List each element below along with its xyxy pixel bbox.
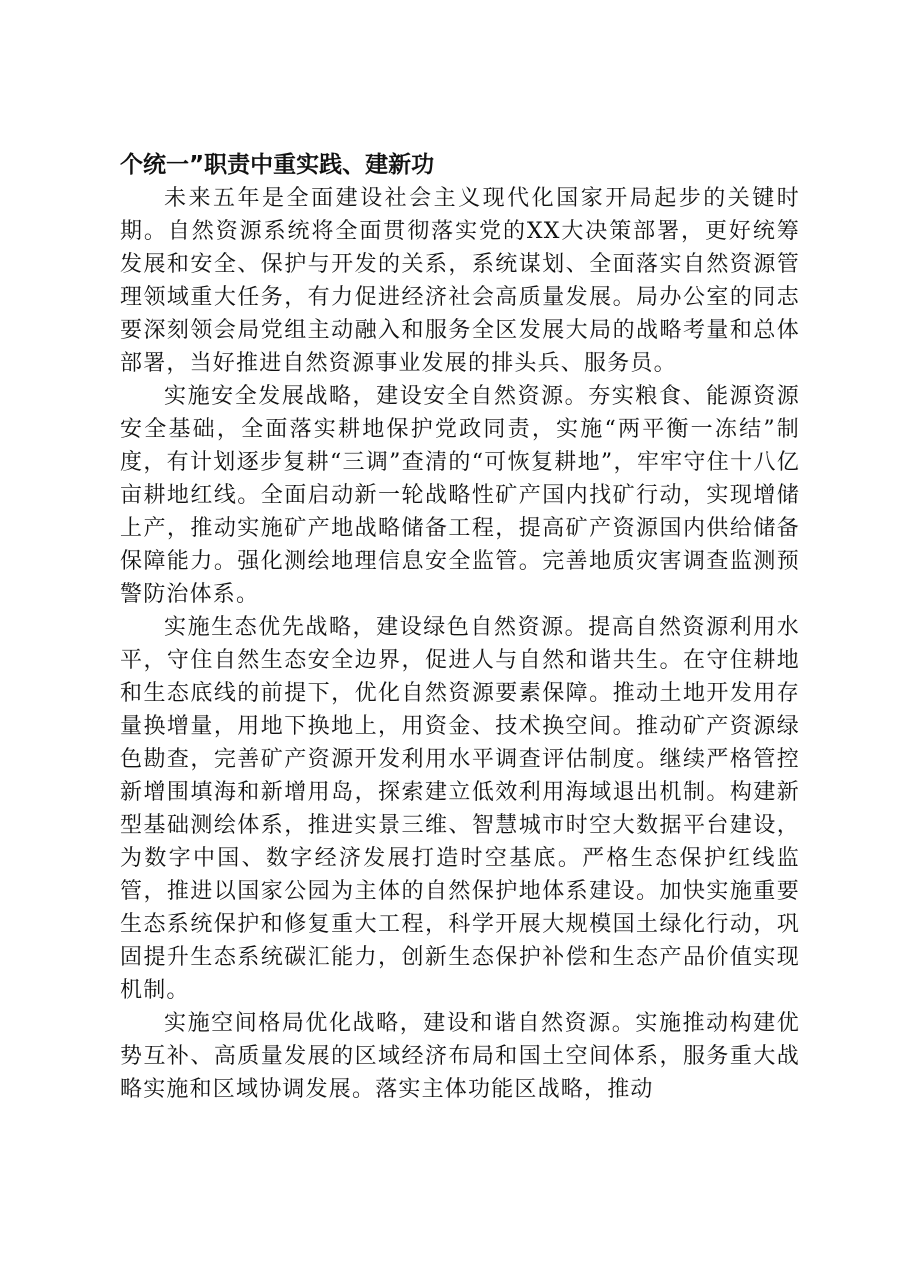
section-heading: 个统一”职责中重实践、建新功 xyxy=(120,152,435,178)
paragraph-1: 未来五年是全面建设社会主义现代化国家开局起步的关键时期。自然资源系统将全面贯彻落实党的XX大决策部署，更好统筹发展和安全、保护与开发的关系，系统谋划、全面落实自然资源管理领域重大任务，有力促进经济社会高质量发展。局办公室的同志要深刻领会局党组主动融入和服务全区发展大局的战略考量和总体部署，当好推进自然资源事业发展的排头兵、服务员。 xyxy=(120,186,800,376)
paragraph-3: 实施生态优先战略，建设绿色自然资源。提高自然资源利用水平，守住自然生态安全边界，促进人与自然和谐共生。在守住耕地和生态底线的前提下，优化自然资源要素保障。推动土地开发用存量换增量，用地下换地上，用资金、技术换空间。推动矿产资源绿色勘查，完善矿产资源开发利用水平调查评估制度。继续严格管控新增围填海和新增用岛，探索建立低效利用海域退出机制。构建新型基础测绘体系，推进实景三维、智慧城市时空大数据平台建设，为数字中国、数字经济发展打造时空基底。严格生态保护红线监管，推进以国家公园为主体的自然保护地体系建设。加快实施重要生态系统保护和修复重大工程，科学开展大规模国土绿化行动，巩固提升生态系统碳汇能力，创新生态保护补偿和生态产品价值实现机制。 xyxy=(120,615,800,1003)
paragraph-2: 实施安全发展战略，建设安全自然资源。夯实粮食、能源资源安全基础，全面落实耕地保护党政同责，实施“两平衡一冻结”制度，有计划逐步复耕“三调”查清的“可恢复耕地”，牢牢守住十八亿亩耕地红线。全面启动新一轮战略性矿产国内找矿行动，实现增储上产，推动实施矿产地战略储备工程，提高矿产资源国内供给储备保障能力。强化测绘地理信息安全监管。完善地质灾害调查监测预警防治体系。 xyxy=(120,384,800,607)
document-body xyxy=(120,148,800,1106)
paragraph-4: 实施空间格局优化战略，建设和谐自然资源。实施推动构建优势互补、高质量发展的区域经济布局和国土空间体系，服务重大战略实施和区域协调发展。落实主体功能区战略，推动 xyxy=(120,1011,800,1102)
